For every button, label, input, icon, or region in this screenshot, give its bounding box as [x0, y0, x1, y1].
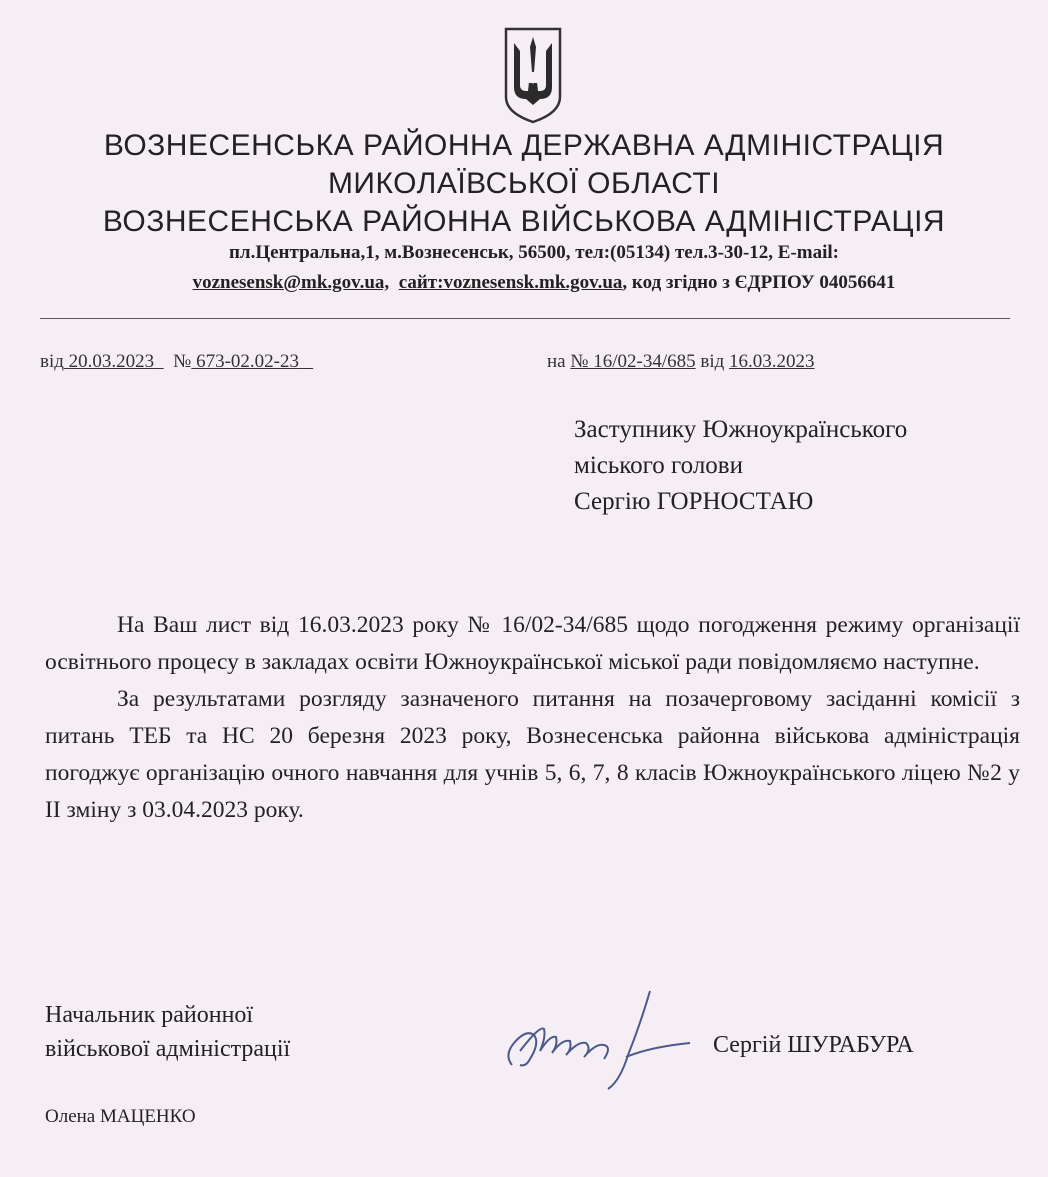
email-link[interactable]: voznesensk@mk.gov.ua, — [192, 272, 390, 293]
edrpou-code: , код згідно з ЄДРПОУ 04056641 — [622, 272, 896, 293]
document-number: 673-02.02-23 — [196, 351, 299, 372]
signatory-name: Сергій ШУРАБУРА — [713, 1032, 914, 1058]
reply-date: 16.03.2023 — [729, 351, 815, 372]
letter-body — [45, 607, 1020, 829]
number-label: № — [173, 351, 192, 372]
position-line2: військової адміністрації — [45, 1036, 291, 1062]
reply-date-label: від — [700, 351, 725, 372]
outgoing-registration — [40, 351, 313, 373]
ukraine-trident-icon — [500, 25, 566, 125]
contacts-line — [20, 272, 1048, 294]
reply-number: № 16/02-34/685 — [570, 351, 696, 372]
executor-name: Олена МАЦЕНКО — [45, 1106, 196, 1127]
body-paragraph: На Ваш лист від 16.03.2023 року № 16/02-34/685 щодо погодження режиму організації освітнього процесу в закладах освіти Южноукраїнської міської ради повідомляємо наступне. — [45, 612, 1020, 675]
handwritten-signature — [500, 985, 700, 1095]
addressee-line2: міського голови — [574, 452, 743, 479]
document-date: 20.03.2023 — [68, 351, 155, 372]
position-line1: Начальник районної — [45, 1002, 254, 1028]
reply-label: на — [547, 351, 566, 372]
body-paragraph: За результатами розгляду зазначеного питання на позачерговому засіданні комісії з питань ТЕБ та НС 20 березня 2023 року, Вознесенська районна військова адміністрація погоджує організацію очного навчання для учнів 5, 6, 7, 8 класів Южноукраїнського ліцею №2 у ІІ зміну з 03.04.2023 року. — [45, 686, 1020, 823]
signatory-position — [45, 998, 290, 1066]
addressee-name: Сергію ГОРНОСТАЮ — [574, 488, 814, 515]
organization-name-line1: ВОЗНЕСЕНСЬКА РАЙОННА ДЕРЖАВНА АДМІНІСТРАЦІЯ — [103, 129, 945, 162]
website-link[interactable]: сайт:voznesensk.mk.gov.ua — [398, 272, 623, 293]
address-line: пл.Центральна,1, м.Вознесенськ, 56500, тел:(05134) тел.3-30-12, E-mail: — [228, 242, 839, 263]
addressee-block — [574, 412, 907, 520]
header-divider — [40, 318, 1010, 319]
organization-name-line3: ВОЗНЕСЕНСЬКА РАЙОННА ВІЙСЬКОВА АДМІНІСТРАЦІЯ — [102, 205, 946, 238]
reply-reference — [547, 351, 815, 373]
organization-name-line2: МИКОЛАЇВСЬКОЇ ОБЛАСТІ — [327, 167, 721, 200]
addressee-line1: Заступнику Южноукраїнського — [574, 416, 908, 443]
date-label: від — [40, 351, 64, 372]
